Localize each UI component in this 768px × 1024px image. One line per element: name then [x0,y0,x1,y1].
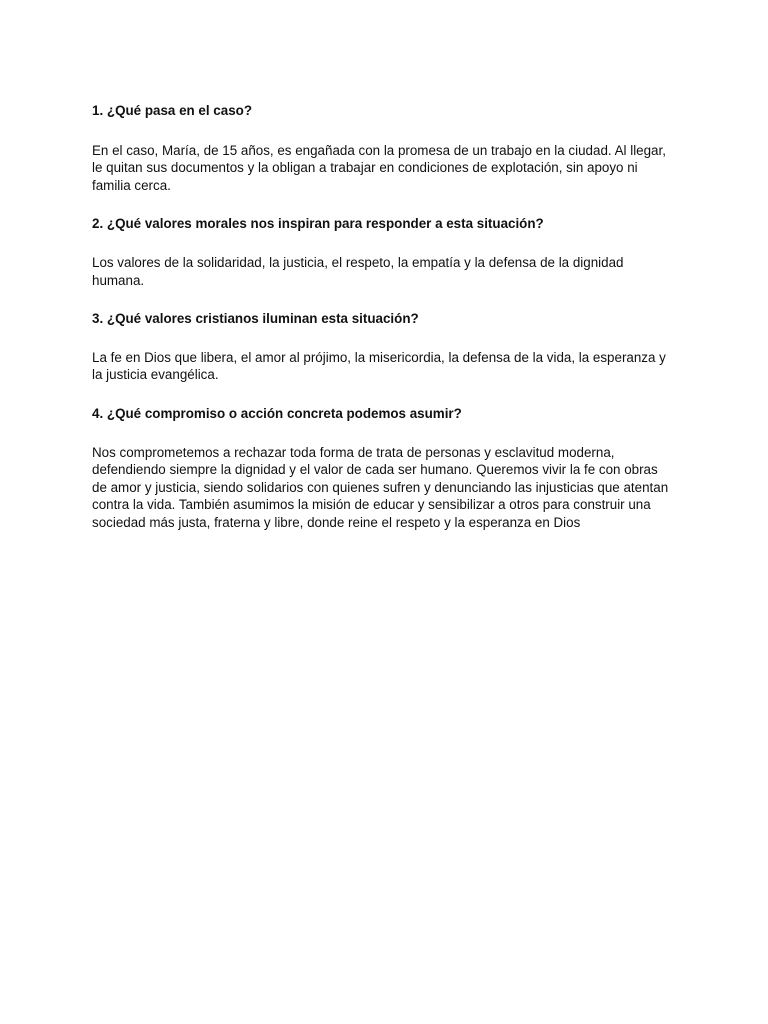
question-3-heading: 3. ¿Qué valores cristianos iluminan esta situación? [92,311,419,327]
document-page [92,102,676,532]
answer-2-paragraph: Los valores de la solidaridad, la justicia, el respeto, la empatía y la defensa de la dignidad humana. [92,254,624,288]
question-1-heading: 1. ¿Qué pasa en el caso? [92,103,253,118]
answer-3-paragraph: La fe en Dios que libera, el amor al prójimo, la misericordia, la defensa de la vida, la esperanza y la justicia evangélica. [92,349,666,383]
question-2-heading: 2. ¿Qué valores morales nos inspiran para responder a esta situación? [92,216,544,232]
answer-4-paragraph: Nos comprometemos a rechazar toda forma de trata de personas y esclavitud moderna, defendiendo siempre la dignidad y el valor de cada ser humano. Queremos vivir la fe con obras de amor y justicia, siendo solidarios con quienes sufren y denunciando las injusticias que atentan contra la vida. También asumimos la misión de educar y sensibilizar a otros para construir una sociedad más justa, fraterna y libre, donde reine el respeto y la esperanza en Dios [92,444,669,530]
answer-1-paragraph: En el caso, María, de 15 años, es engañada con la promesa de un trabajo en la ciudad. Al llegar, le quitan sus documentos y la obligan a trabajar en condiciones de explotación, sin apoyo ni familia cerca. [92,142,666,193]
question-4-heading: 4. ¿Qué compromiso o acción concreta podemos asumir? [92,405,462,421]
